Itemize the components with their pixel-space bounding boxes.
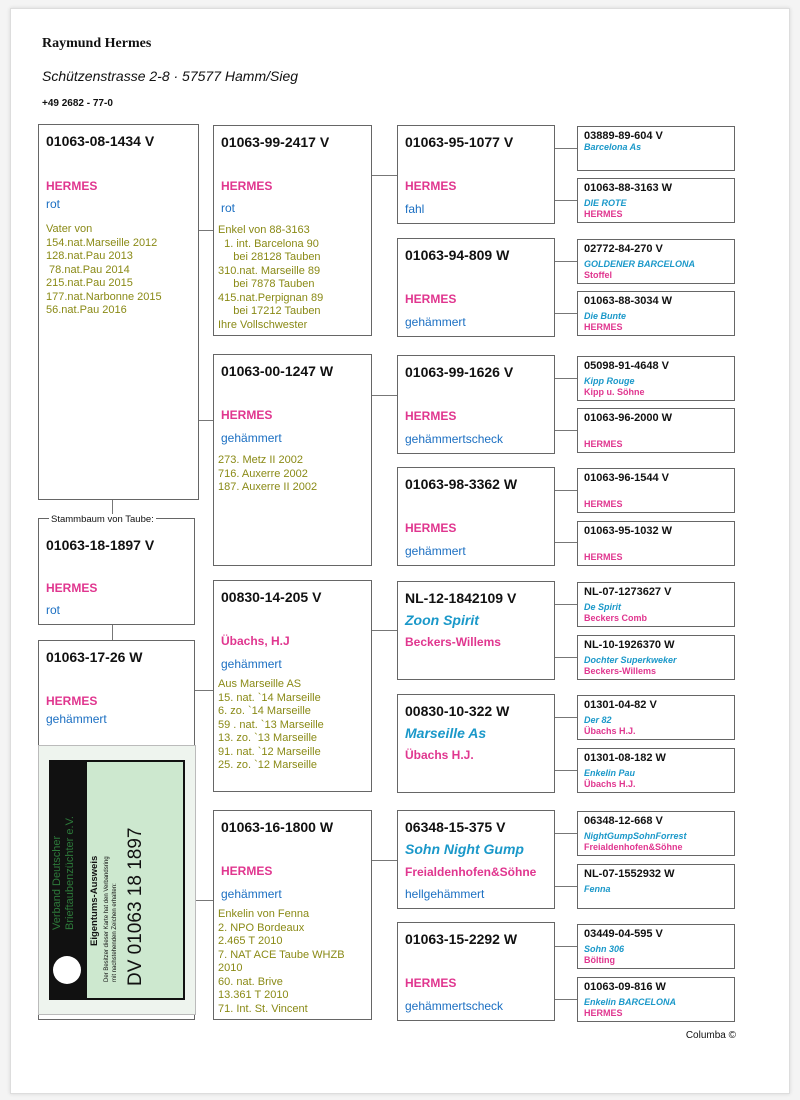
connector-line	[555, 604, 577, 605]
connector-line	[555, 200, 577, 201]
gen4-owner: Stoffel	[584, 270, 612, 280]
gen4-box-3[interactable]	[577, 239, 735, 284]
gen3-owner: Freialdenhofen&Söhne	[405, 865, 537, 879]
gen4-owner: HERMES	[584, 209, 623, 219]
gen3-owner: Beckers-Willems	[405, 635, 501, 649]
gen3-box-5[interactable]	[397, 581, 555, 680]
breeder-address: Schützenstrasse 2-8 · 57577 Hamm/Sieg	[42, 68, 299, 84]
gen4-box-4[interactable]	[577, 291, 735, 336]
gen4-ring: 01063-96-2000 W	[584, 412, 673, 424]
father-ring: 01063-08-1434 V	[46, 133, 155, 149]
gen3-box-2[interactable]	[397, 238, 555, 337]
gen3-owner: HERMES	[405, 292, 457, 306]
gen4-name: Die Bunte	[584, 311, 627, 321]
gen2-color: rot	[221, 201, 236, 215]
connector-line	[555, 946, 577, 947]
gen3-owner: HERMES	[405, 521, 457, 535]
gen4-ring: 01063-96-1544 V	[584, 472, 670, 484]
gen4-name: NightGumpSohnForrest	[584, 831, 687, 841]
connector-line	[195, 690, 213, 691]
mother-color: gehämmert	[46, 712, 107, 726]
gen4-owner: Bölting	[584, 955, 615, 965]
gen4-name: Kipp Rouge	[584, 376, 635, 386]
gen4-ring: 01063-09-816 W	[584, 981, 666, 993]
connector-line	[555, 313, 577, 314]
father-color: rot	[46, 197, 61, 211]
gen4-name: Der 82	[584, 715, 612, 725]
card-org-line2: Brieftaubenzüchter e.V.	[64, 816, 76, 930]
gen4-box-14[interactable]	[577, 864, 735, 909]
gen3-name: Marseille As	[405, 725, 487, 741]
gen2-notes: Enkelin von Fenna 2. NPO Bordeaux 2.465 T 2010 7. NAT ACE Taube WHZB 2010 60. nat. Brive 13.361 T 2010 71. Int. St. Vincent	[218, 908, 345, 1015]
gen3-ring: 01063-99-1626 V	[405, 364, 514, 380]
gen4-box-15[interactable]	[577, 924, 735, 969]
gen2-box-3[interactable]	[213, 580, 372, 792]
gen4-ring: 01063-88-3034 W	[584, 295, 673, 307]
mother-ring: 01063-17-26 W	[46, 649, 143, 665]
breeder-phone: +49 2682 - 77-0	[42, 98, 113, 109]
gen2-owner: Übachs, H.J	[221, 634, 290, 648]
card-subtitle	[103, 856, 119, 982]
gen4-owner: Übachs H.J.	[584, 726, 636, 736]
gen2-notes: Aus Marseille AS 15. nat. `14 Marseille 6. zo. `14 Marseille 59 . nat. `13 Marseille 13. zo. `13 Marseille 91. nat. `12 Marseille 25. zo. `12 Marseille	[218, 678, 324, 771]
subject-color: rot	[46, 603, 61, 617]
gen4-ring: 03889-89-604 V	[584, 130, 663, 142]
gen4-name: Sohn 306	[584, 944, 625, 954]
gen2-notes: 273. Metz II 2002 716. Auxerre 2002 187. Auxerre II 2002	[218, 454, 318, 493]
father-owner: HERMES	[46, 179, 98, 193]
connector-line	[555, 999, 577, 1000]
gen2-owner: HERMES	[221, 179, 273, 193]
gen3-name: Zoon Spirit	[405, 612, 479, 628]
mother-owner: HERMES	[46, 694, 98, 708]
connector-line	[372, 630, 397, 631]
connector-line	[555, 542, 577, 543]
gen4-ring: 01301-04-82 V	[584, 699, 657, 711]
gen3-ring: NL-12-1842109 V	[405, 590, 517, 606]
gen4-owner: HERMES	[584, 1008, 623, 1018]
gen4-box-13[interactable]	[577, 811, 735, 856]
card-number: DV 01063 18 1897	[125, 827, 146, 986]
subject-owner: HERMES	[46, 581, 98, 595]
breeder-name: Raymund Hermes	[42, 36, 152, 51]
gen3-owner: HERMES	[405, 409, 457, 423]
gen4-ring: NL-10-1926370 W	[584, 639, 675, 651]
gen2-ring: 00830-14-205 V	[221, 589, 322, 605]
connector-line	[555, 770, 577, 771]
connector-line	[555, 378, 577, 379]
connector-line	[555, 886, 577, 887]
ownership-card-frame	[49, 760, 185, 1000]
connector-line	[372, 175, 397, 176]
gen3-color: fahl	[405, 202, 425, 216]
gen4-name: De Spirit	[584, 602, 622, 612]
gen3-owner: Übachs H.J.	[405, 748, 474, 762]
gen3-box-7[interactable]	[397, 810, 555, 909]
gen2-ring: 01063-99-2417 V	[221, 134, 330, 150]
gen4-ring: 01063-88-3163 W	[584, 182, 673, 194]
pigeon-logo-icon	[53, 956, 81, 984]
connector-line	[555, 833, 577, 834]
father-notes: Vater von 154.nat.Marseille 2012 128.nat.Pau 2013 78.nat.Pau 2014 215.nat.Pau 2015 177.nat.Narbonne 2015 56.nat.Pau 2016	[46, 223, 162, 316]
connector-line	[555, 261, 577, 262]
gen2-box-2[interactable]	[213, 354, 372, 566]
gen2-color: gehämmert	[221, 887, 282, 901]
gen4-name: Dochter Superkweker	[584, 655, 677, 665]
connector-line	[112, 625, 113, 640]
ownership-card	[38, 745, 196, 1015]
gen2-color: gehämmert	[221, 431, 282, 445]
card-subtitle-line2: mit nachstehenden Zeichen erhalten:	[112, 883, 118, 982]
gen4-box-1[interactable]	[577, 126, 735, 171]
gen4-ring: 01063-95-1032 W	[584, 525, 673, 537]
gen3-owner: HERMES	[405, 976, 457, 990]
father-box[interactable]	[38, 124, 199, 500]
gen3-ring: 01063-98-3362 W	[405, 476, 518, 492]
gen2-ring: 01063-16-1800 W	[221, 819, 334, 835]
gen3-ring: 00830-10-322 W	[405, 703, 510, 719]
gen3-box-6[interactable]	[397, 694, 555, 793]
gen3-color: hellgehämmert	[405, 887, 485, 901]
connector-line	[372, 395, 397, 396]
connector-line	[555, 657, 577, 658]
card-title: Eigentums-Ausweis	[89, 855, 100, 946]
gen2-box-1[interactable]	[213, 125, 372, 336]
pedigree-label: Stammbaum von Taube:	[51, 514, 154, 525]
gen4-name: Barcelona As	[584, 142, 642, 152]
gen4-box-8[interactable]	[577, 521, 735, 566]
gen4-name: Enkelin BARCELONA	[584, 997, 677, 1007]
gen4-box-5[interactable]	[577, 356, 735, 401]
gen3-name: Sohn Night Gump	[405, 841, 524, 857]
gen2-owner: HERMES	[221, 864, 273, 878]
gen4-box-2[interactable]	[577, 178, 735, 223]
gen4-box-7[interactable]	[577, 468, 735, 513]
gen4-ring: NL-07-1273627 V	[584, 586, 672, 598]
gen4-box-9[interactable]	[577, 582, 735, 627]
gen4-owner: Kipp u. Söhne	[584, 387, 645, 397]
gen3-ring: 01063-94-809 W	[405, 247, 510, 263]
connector-line	[555, 717, 577, 718]
gen4-ring: 02772-84-270 V	[584, 243, 663, 255]
gen2-owner: HERMES	[221, 408, 273, 422]
gen3-box-1[interactable]	[397, 125, 555, 224]
gen3-box-3[interactable]	[397, 355, 555, 454]
gen3-box-4[interactable]	[397, 467, 555, 566]
connector-line	[195, 900, 213, 901]
gen4-box-16[interactable]	[577, 977, 735, 1022]
card-org-line1: Verband Deutscher	[51, 835, 63, 930]
gen4-box-11[interactable]	[577, 695, 735, 740]
gen4-box-10[interactable]	[577, 635, 735, 680]
connector-line	[555, 430, 577, 431]
gen4-owner: Übachs H.J.	[584, 779, 636, 789]
gen4-owner: HERMES	[584, 439, 623, 449]
gen4-box-12[interactable]	[577, 748, 735, 793]
gen4-ring: 06348-12-668 V	[584, 815, 663, 827]
card-org	[51, 816, 77, 930]
gen3-color: gehämmertscheck	[405, 999, 504, 1013]
gen4-box-6[interactable]	[577, 408, 735, 453]
gen4-owner: Beckers-Willems	[584, 666, 656, 676]
gen2-box-4[interactable]	[213, 810, 372, 1020]
gen4-ring: NL-07-1552932 W	[584, 868, 675, 880]
gen2-ring: 01063-00-1247 W	[221, 363, 334, 379]
gen3-ring: 01063-95-1077 V	[405, 134, 514, 150]
gen3-color: gehämmert	[405, 544, 466, 558]
connector-line	[199, 230, 213, 231]
gen4-ring: 03449-04-595 V	[584, 928, 663, 940]
subject-box[interactable]	[38, 514, 195, 625]
gen4-owner: Freialdenhofen&Söhne	[584, 842, 683, 852]
gen4-owner: Beckers Comb	[584, 613, 648, 623]
gen3-ring: 06348-15-375 V	[405, 819, 506, 835]
connector-line	[555, 490, 577, 491]
gen4-name: Fenna	[584, 884, 611, 894]
connector-line	[555, 148, 577, 149]
gen2-color: gehämmert	[221, 657, 282, 671]
gen3-owner: HERMES	[405, 179, 457, 193]
gen4-name: GOLDENER BARCELONA	[584, 259, 696, 269]
footer-copyright: Columba ©	[685, 1030, 736, 1041]
gen3-ring: 01063-15-2292 W	[405, 931, 518, 947]
subject-ring: 01063-18-1897 V	[46, 537, 155, 553]
gen4-name: DIE ROTE	[584, 198, 627, 208]
gen4-ring: 05098-91-4648 V	[584, 360, 670, 372]
connector-line	[199, 420, 213, 421]
connector-line	[372, 860, 397, 861]
gen3-color: gehämmertscheck	[405, 432, 504, 446]
gen3-color: gehämmert	[405, 315, 466, 329]
card-subtitle-line1: Der Besitzer dieser Karte hat den Verbandsring	[104, 856, 110, 982]
gen4-owner: HERMES	[584, 322, 623, 332]
gen4-owner: HERMES	[584, 552, 623, 562]
gen2-notes: Enkel von 88-3163 1. int. Barcelona 90 bei 28128 Tauben 310.nat. Marseille 89 bei 7878 Tauben 415.nat.Perpignan 89 bei 17212 Tauben Ihre Vollschwester	[218, 224, 324, 331]
gen3-box-8[interactable]	[397, 922, 555, 1021]
gen4-ring: 01301-08-182 W	[584, 752, 666, 764]
gen4-name: Enkelin Pau	[584, 768, 636, 778]
gen4-owner: HERMES	[584, 499, 623, 509]
